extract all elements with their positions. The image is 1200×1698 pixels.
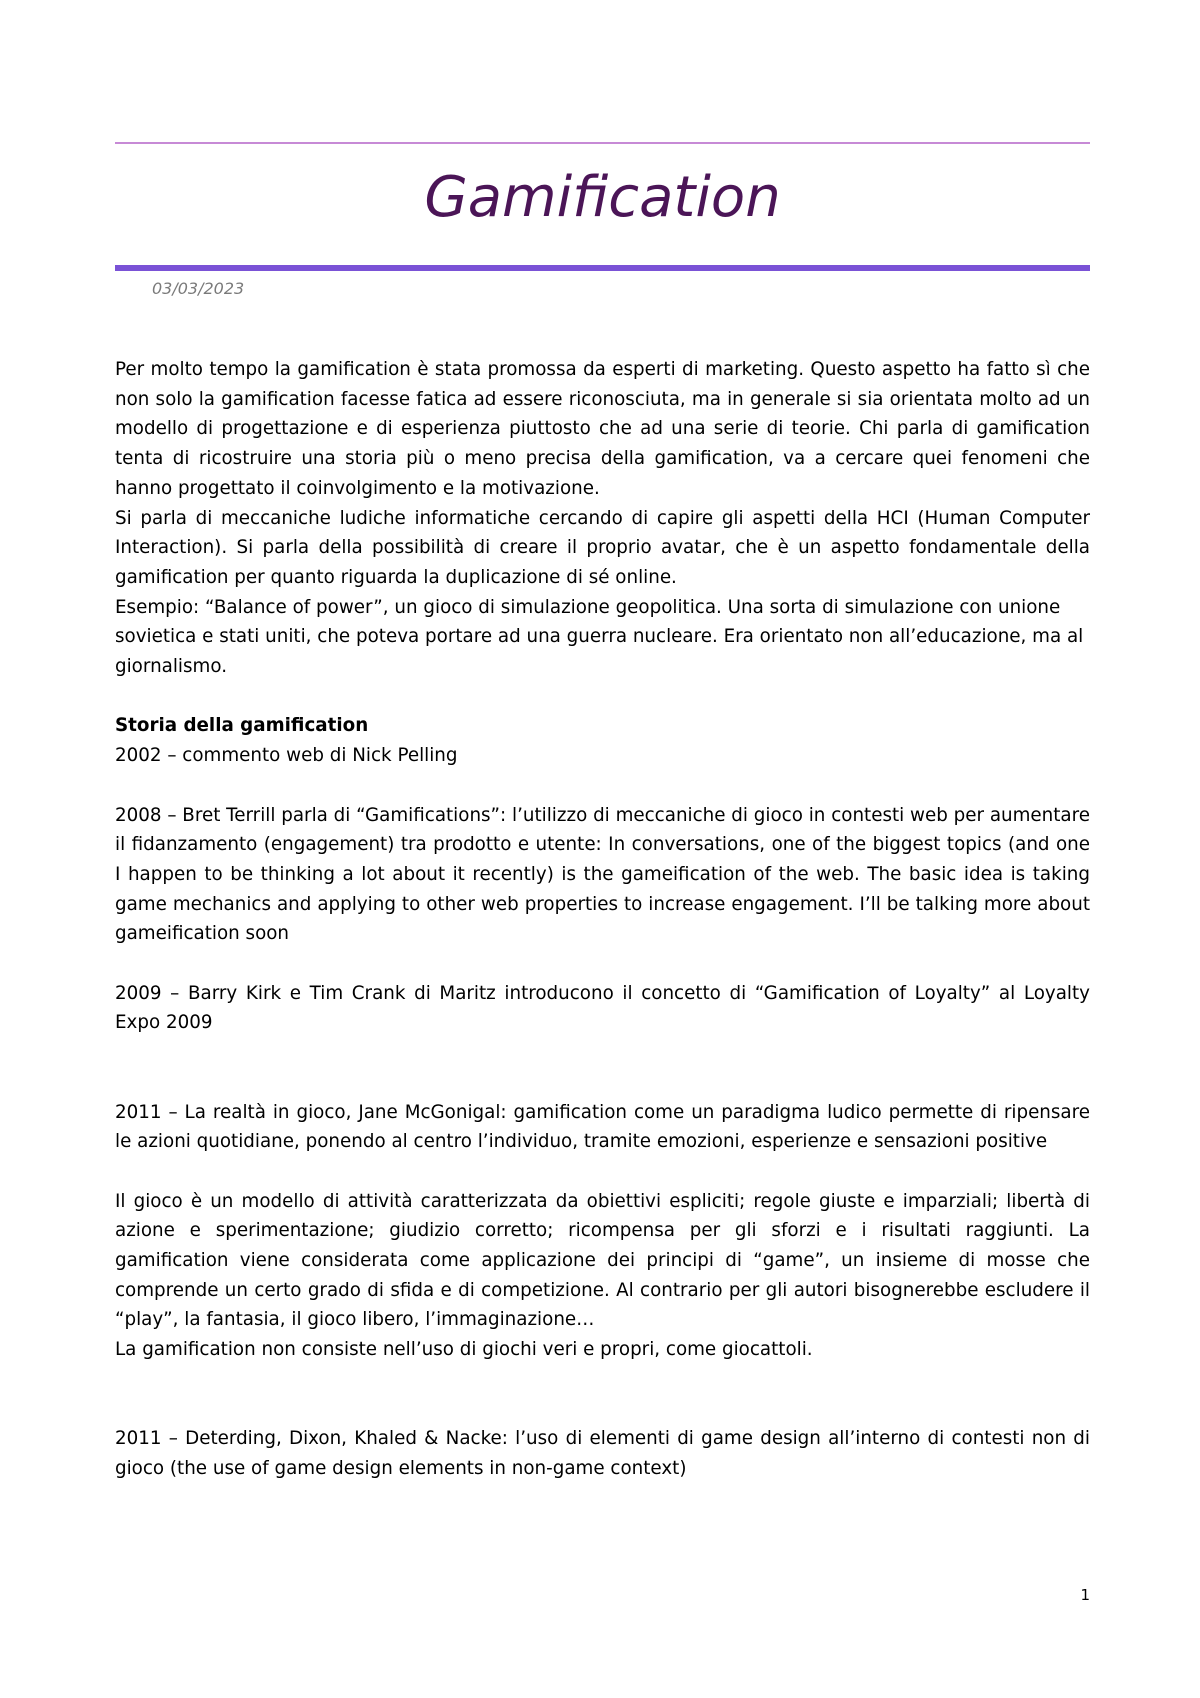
- paragraph-game-definition: Il gioco è un modello di attività caratterizzata da obiettivi espliciti; regole giuste e imparziali; libertà di azione e sperimentazione; giudizio corretto; ricompensa per gli sforzi e i risultati raggiunti. La gamification viene considerata come applicazione dei principi di “game”, un insieme di mosse che comprende un certo grado di sfida e di competizione. Al contrario per gli autori bisognerebbe escludere il “play”, la fantasia, il gioco libero, l’immaginazione…: [115, 1190, 1090, 1331]
- document-date: 03/03/2023: [152, 279, 245, 298]
- spacer: [115, 771, 1090, 801]
- title-bottom-rule: [115, 265, 1090, 271]
- spacer: [115, 1157, 1090, 1187]
- paragraph-intro: Per molto tempo la gamification è stata promossa da esperti di marketing. Questo aspetto ha fatto sì che non solo la gamification facesse fatica ad essere riconosciuta, ma in generale si sia orientata molto ad un modello di progettazione e di esperienza piuttosto che ad una serie di teorie. Chi parla di gamification tenta di ricostruire una storia più o meno precisa della gamification, va a cercare quei fenomeni che hanno progettato il coinvolgimento e la motivazione.: [115, 359, 1090, 499]
- title-top-rule: [115, 142, 1090, 144]
- history-entry-2008: 2008 – Bret Terrill parla di “Gamifications”: l’utilizzo di meccaniche di gioco in contesti web per aumentare il fidanzamento (engagement) tra prodotto e utente: In conversations, one of the biggest topics (and one I happen to be thinking a lot about it recently) is the gameification of the web. The basic idea is taking game mechanics and applying to other web properties to increase engagement. I’ll be talking more about gameification soon: [115, 804, 1090, 945]
- history-entry-2002: 2002 – commento web di Nick Pelling: [115, 745, 458, 767]
- paragraph-not-toys: La gamification non consiste nell’uso di giochi veri e propri, come giocattoli.: [115, 1339, 813, 1361]
- history-entry-2011-deterding: 2011 – Deterding, Dixon, Khaled & Nacke: l’uso di elementi di game design all’interno di contesti non di gioco (the use of game design elements in non-game context): [115, 1428, 1090, 1479]
- spacer: [115, 682, 1090, 712]
- paragraph-hci: Si parla di meccaniche ludiche informatiche cercando di capire gli aspetti della HCI (Human Computer Interaction). Si parla della possibilità di creare il proprio avatar, che è un aspetto fondamentale della gamification per quanto riguarda la duplicazione di sé online.: [115, 507, 1090, 588]
- section-heading-history: Storia della gamification: [115, 715, 369, 737]
- page-number: 1: [1080, 1586, 1090, 1604]
- document-page: [115, 0, 1090, 1698]
- document-body: [115, 355, 1090, 1484]
- spacer: [115, 1365, 1090, 1424]
- spacer: [115, 1038, 1090, 1097]
- paragraph-example: Esempio: “Balance of power”, un gioco di simulazione geopolitica. Una sorta di simulazione con unione sovietica e stati uniti, che poteva portare ad una guerra nucleare. Era orientato non all’educazione, ma al giornalismo.: [115, 596, 1084, 678]
- history-entry-2011-mcgonigal: 2011 – La realtà in gioco, Jane McGonigal: gamification come un paradigma ludico permette di ripensare le azioni quotidiane, ponendo al centro l’individuo, tramite emozioni, esperienze e sensazioni positive: [115, 1101, 1090, 1153]
- history-entry-2009: 2009 – Barry Kirk e Tim Crank di Maritz introducono il concetto di “Gamification of Loyalty” al Loyalty Expo 2009: [115, 982, 1090, 1034]
- document-title: Gamification: [424, 165, 781, 230]
- spacer: [115, 949, 1090, 979]
